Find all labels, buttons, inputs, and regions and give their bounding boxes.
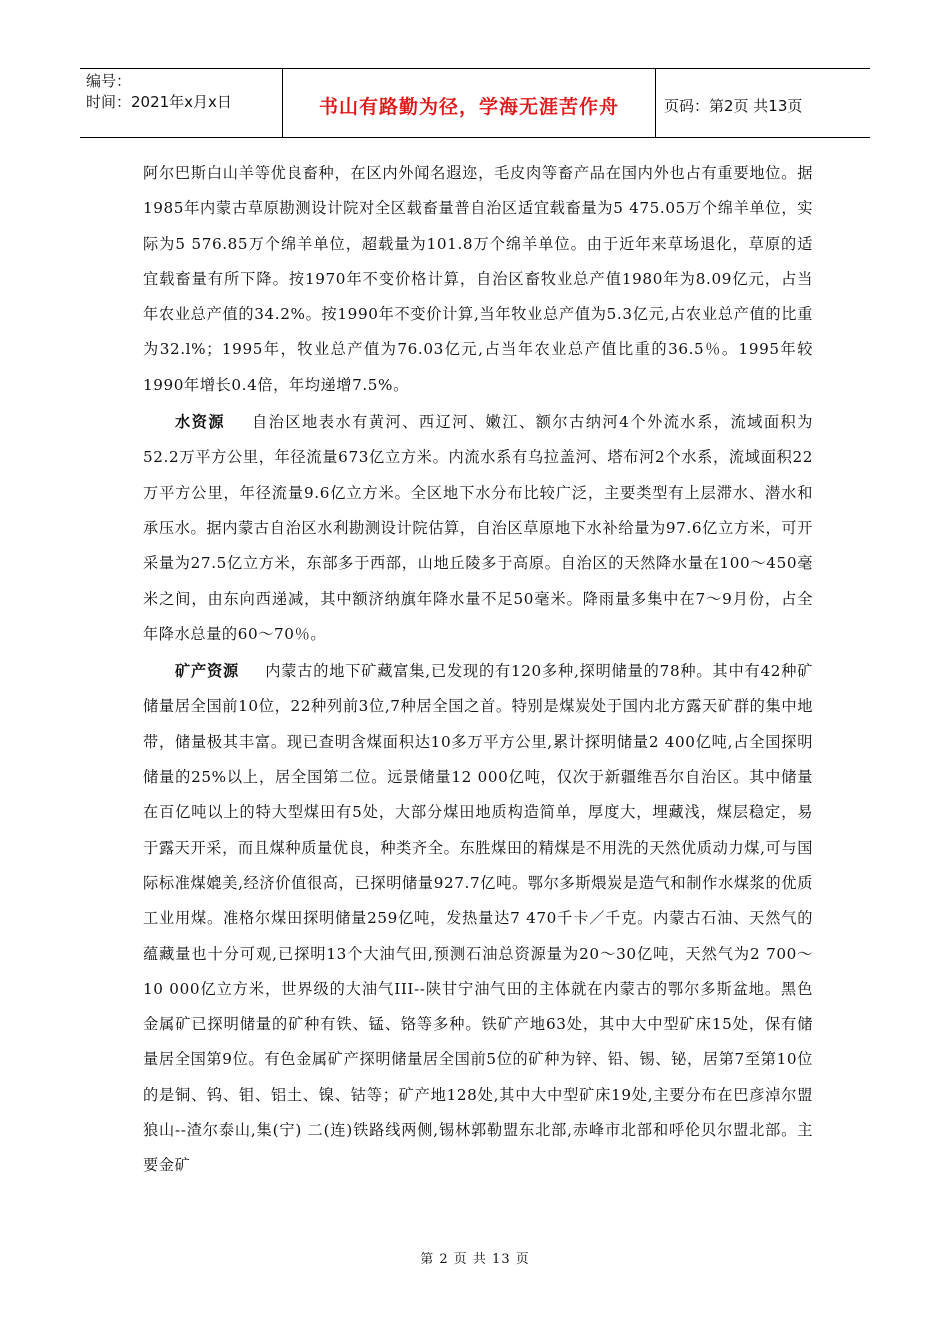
- page-footer: 第 2 页 共 13 页: [420, 1252, 530, 1267]
- document-body: [143, 156, 813, 1184]
- document-number-label: 编号：: [86, 72, 132, 90]
- page-header: [80, 68, 870, 138]
- section-text-water: 自治区地表水有黄河、西辽河、嫩江、额尔古纳河4个外流水系，流域面积为52.2万平方公里，年径流量673亿立方米。内流水系有乌拉盖河、塔布河2个水系，流域面积22万平方公里，年径流量9.6亿立方米。全区地下水分布比较广泛，主要类型有上层滞水、潜水和承压水。据内蒙古自治区水利勘测设计院估算，自治区草原地下水补给量为97.6亿立方米，可开采量为27.5亿立方米，东部多于西部，山地丘陵多于高原。自治区的天然降水量在100～450毫米之间，由东向西递减，其中额济纳旗年降水量不足50毫米。降雨量多集中在7～9月份，占全年降水总量的60～70％。: [143, 413, 813, 643]
- header-motto: 书山有路勤为径，学海无涯苦作舟: [283, 69, 656, 137]
- body-paragraph-livestock: 阿尔巴斯白山羊等优良畜种，在区内外闻名遐迩，毛皮肉等畜产品在国内外也占有重要地位。据1985年内蒙古草原勘测设计院对全区载畜量普自治区适宜载畜量为5 475.05万个绵羊单位，实际为5 576.85万个绵羊单位，超载量为101.8万个绵羊单位。由于近年来草场退化，草原的适宜载畜量有所下降。按1970年不变价格计算，自治区畜牧业总产值1980年为8.09亿元，占当年农业总产值的34.2%。按1990年不变价计算,当年牧业总产值为5.3亿元,占农业总产值的比重为32.l%；1995年，牧业总产值为76.03亿元,占当年农业总产值比重的36.5％。1995年较1990年增长0.4倍，年均递增7.5%。: [143, 164, 813, 394]
- section-heading-minerals: 矿产资源: [175, 662, 240, 681]
- section-text-minerals: 内蒙古的地下矿藏富集,已发现的有120多种,探明储量的78种。其中有42种矿储量居全国前10位，22种列前3位,7种居全国之首。特别是煤炭处于国内北方露天矿群的集中地带，储量极其丰富。现已查明含煤面积达10多万平方公里,累计探明储量2 400亿吨,占全国探明储量的25%以上，居全国第二位。远景储量12 000亿吨，仅次于新疆维吾尔自治区。其中储量在百亿吨以上的特大型煤田有5处，大部分煤田地质构造简单，厚度大，埋藏浅，煤层稳定，易于露天开采，而且煤种质量优良，种类齐全。东胜煤田的精煤是不用洗的天然优质动力煤,可与国际标准煤媲美,经济价值很高，已探明储量927.7亿吨。鄂尔多斯煨炭是造气和制作水煤浆的优质工业用煤。准格尔煤田探明储量259亿吨，发热量达7 470千卡／千克。内蒙古石油、天然气的蕴藏量也十分可观,已探明13个大油气田,预测石油总资源量为20～30亿吨，天然气为2 700～10 000亿立方米，世界级的大油气III--陕甘宁油气田的主体就在内蒙古的鄂尔多斯盆地。黑色金属矿已探明储量的矿种有铁、锰、铬等多种。铁矿产地63处，其中大中型矿床15处，保有储量居全国第9位。有色金属矿产探明储量居全国前5位的矿种为锌、铅、锡、铋，居第7至第10位的是铜、钨、钼、铝土、镍、钴等；矿产地128处,其中大中型矿床19处,主要分布在巴彦淖尔盟狼山--渣尔泰山,集(宁) 二(连)铁路线两侧,锡林郭勒盟东北部,赤峰市北部和呼伦贝尔盟北部。主要金矿: [143, 662, 813, 1175]
- section-mineral-resources: [143, 654, 813, 1183]
- section-heading-water: 水资源: [175, 413, 226, 432]
- header-meta: [80, 69, 283, 137]
- header-page-info: 页码：第2页 共13页: [664, 96, 803, 115]
- document-date: 时间：2021年x月x日: [86, 93, 232, 111]
- section-water-resources: [143, 405, 813, 652]
